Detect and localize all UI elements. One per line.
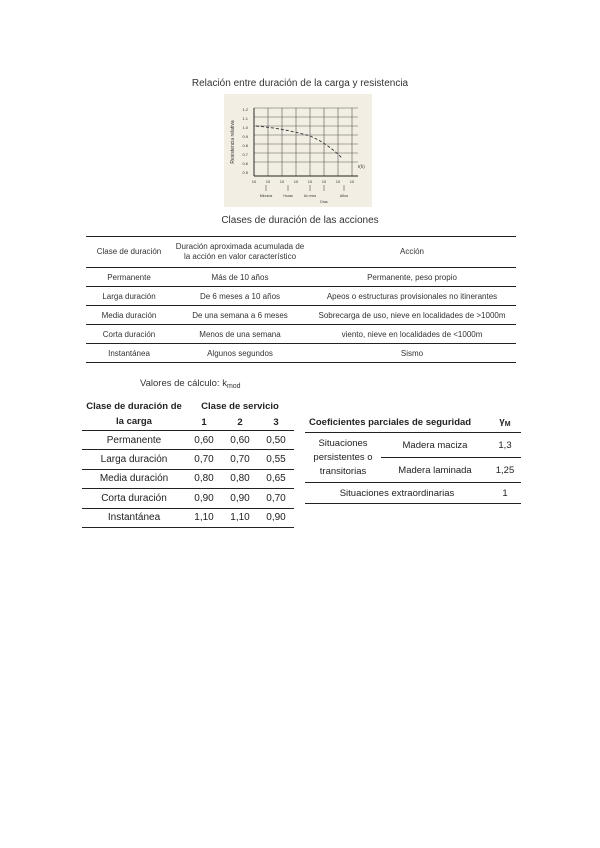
table-row xyxy=(305,483,521,504)
table1-title: Clases de duración de las acciones xyxy=(221,215,379,226)
table-cell: 1,25 xyxy=(495,464,515,476)
header-cell: Duración aproximada acumulada de la acción en valor característico xyxy=(172,237,308,268)
table-cell: 0,50 xyxy=(258,431,294,450)
header-cell: 2 xyxy=(222,414,258,431)
table-cell: 0,80 xyxy=(222,469,258,488)
chart-title: Relación entre duración de la carga y resistencia xyxy=(191,78,409,89)
table-cell: Algunos segundos xyxy=(172,344,308,363)
table-row xyxy=(86,287,516,306)
y-tick: 1.0 xyxy=(242,125,248,130)
table-cell: 1,3 xyxy=(489,433,521,458)
table-row xyxy=(82,469,294,488)
table-row xyxy=(86,325,516,344)
table-row xyxy=(305,433,521,458)
gamma-symbol: γ xyxy=(499,416,505,427)
table-cell: Corta duración xyxy=(82,489,186,508)
table-cell: Situaciones extraordinarias xyxy=(305,483,489,504)
chart-svg xyxy=(224,94,372,207)
x-tick: 10 xyxy=(335,179,341,184)
table-cell: Permanente xyxy=(86,268,172,287)
table-cell: 1,10 xyxy=(186,508,222,527)
table-cell: Media duración xyxy=(82,469,186,488)
table-cell: 0,70 xyxy=(222,450,258,469)
x-mark: Un mes xyxy=(303,194,317,198)
x-mark: Días xyxy=(320,200,328,204)
situation-cell: Situaciones persistentes o transitorias xyxy=(313,437,373,477)
y-tick: 1.1 xyxy=(242,116,248,121)
kmod-subscript: mod xyxy=(226,383,241,390)
y-tick: 0.8 xyxy=(242,143,248,148)
table-cell: Permanente, peso propio xyxy=(308,268,516,287)
safety-coefficients-table xyxy=(305,412,521,504)
table-cell: Larga duración xyxy=(82,450,186,469)
y-tick: 0.9 xyxy=(242,134,248,139)
table-row xyxy=(82,431,294,450)
table-cell: Corta duración xyxy=(86,325,172,344)
y-tick: 1.2 xyxy=(242,107,248,112)
table-cell: Permanente xyxy=(82,431,186,450)
x-tick: 10 xyxy=(321,179,327,184)
table-cell: Menos de una semana xyxy=(172,325,308,344)
table-cell: 0,55 xyxy=(258,450,294,469)
table-cell: Sismo xyxy=(308,344,516,363)
table-cell: Larga duración xyxy=(86,287,172,306)
kmod-label: Valores de cálculo: k xyxy=(140,378,227,389)
table-cell: 0,60 xyxy=(222,431,258,450)
table-cell: 0,70 xyxy=(258,489,294,508)
header-cell: Acción xyxy=(308,237,516,268)
table-cell: 0,80 xyxy=(186,469,222,488)
table-cell: 0,90 xyxy=(258,508,294,527)
x-tick: 10 xyxy=(307,179,313,184)
table-cell: 0,65 xyxy=(258,469,294,488)
table-cell: De 6 meses a 10 años xyxy=(172,287,308,306)
chart-xlabel: t(h) xyxy=(358,164,365,169)
table-cell: Sobrecarga de uso, nieve en localidades de >1000m xyxy=(308,306,516,325)
table-cell: 0,90 xyxy=(222,489,258,508)
x-mark: Minutos xyxy=(259,194,273,198)
table-cell: 0,70 xyxy=(186,450,222,469)
header-cell: 1 xyxy=(186,414,222,431)
gamma-header xyxy=(489,412,521,433)
gamma-subscript: M xyxy=(504,421,511,428)
duration-strength-chart xyxy=(224,94,372,207)
x-tick: 10 xyxy=(349,179,355,184)
x-tick: 10 xyxy=(293,179,299,184)
header-cell: Clase de duración de la carga xyxy=(82,398,186,431)
table-row xyxy=(86,268,516,287)
kmod-table xyxy=(82,398,294,528)
table-cell: Apeos o estructuras provisionales no itinerantes xyxy=(308,287,516,306)
y-tick: 0.6 xyxy=(242,161,248,166)
header-cell: Clase de servicio xyxy=(201,400,279,412)
table-cell: 0,60 xyxy=(186,431,222,450)
table-cell: Madera maciza xyxy=(381,433,489,458)
table-cell: De una semana a 6 meses xyxy=(172,306,308,325)
chart-ylabel: Resistencia relativa xyxy=(230,120,236,164)
table-cell: 1,10 xyxy=(222,508,258,527)
table-cell: Instantánea xyxy=(82,508,186,527)
kmod-caption xyxy=(140,378,241,390)
table-cell: Más de 10 años xyxy=(172,268,308,287)
table-row xyxy=(82,450,294,469)
table-row xyxy=(86,306,516,325)
header-cell: Clase de duración xyxy=(86,237,172,268)
table-row xyxy=(86,344,516,363)
x-tick: 10 xyxy=(251,179,257,184)
header-cell: Coeficientes parciales de seguridad xyxy=(305,412,489,433)
table-cell: Instantánea xyxy=(86,344,172,363)
table-cell: 0,90 xyxy=(186,489,222,508)
x-mark: Años xyxy=(339,194,349,198)
duration-classes-table xyxy=(86,236,516,363)
table-row xyxy=(82,508,294,527)
table-cell: viento, nieve en localidades de <1000m xyxy=(308,325,516,344)
table-header-row xyxy=(86,237,516,268)
x-tick: 10 xyxy=(279,179,285,184)
table-row xyxy=(82,489,294,508)
x-tick: 10 xyxy=(265,179,271,184)
table-header-row xyxy=(305,412,521,433)
x-mark: Horas xyxy=(283,194,293,198)
table-cell: Media duración xyxy=(86,306,172,325)
y-tick: 0.5 xyxy=(242,170,248,175)
table-cell: Madera laminada xyxy=(398,464,472,476)
table-header-row xyxy=(82,398,294,414)
table-cell: 1 xyxy=(489,483,521,504)
y-tick: 0.7 xyxy=(242,152,248,157)
header-cell: 3 xyxy=(258,414,294,431)
